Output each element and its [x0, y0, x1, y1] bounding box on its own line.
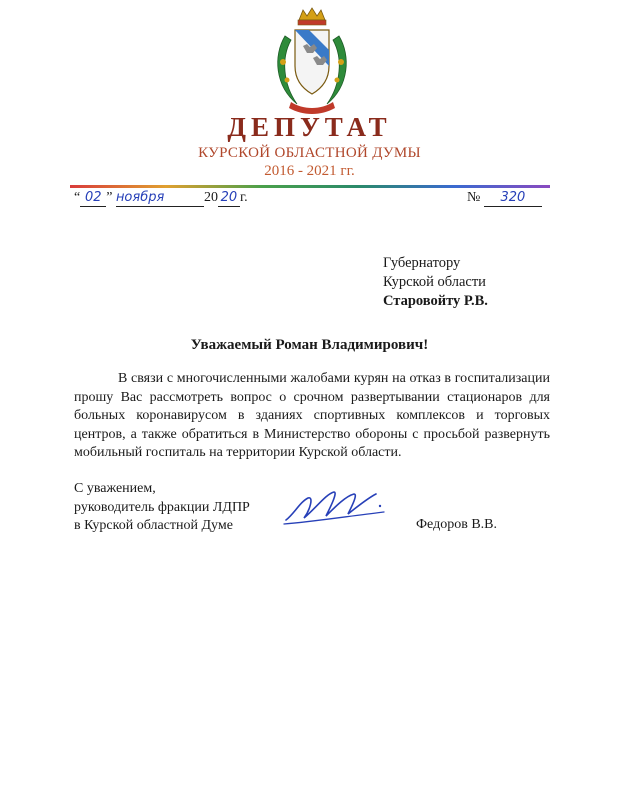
date-day: 02	[84, 190, 102, 205]
signoff-line-1: С уважением,	[74, 481, 156, 496]
document-number	[467, 190, 542, 207]
addressee-line-1: Губернатору	[383, 255, 461, 271]
date-year-label: г.	[239, 190, 248, 205]
handwritten-signature	[280, 484, 390, 530]
date-year-suffix: 20	[220, 190, 238, 205]
signoff-line-2: руководитель фракции ЛДПР	[74, 499, 250, 515]
number-value: 320	[500, 190, 526, 205]
header-subtitle: КУРСКОЙ ОБЛАСТНОЙ ДУМЫ	[198, 145, 421, 161]
letter-body: В связи с многочисленными жалобами курян на отказ в госпитализации прошу Вас рассмотреть вопрос о срочном развертывании стационаров для больных коронавирусом в зданиях спортивных комплексов и торговых центров, а также обратиться в Министерство обороны с просьбой развернуть мобильный госпиталь на территории Курской области.	[74, 371, 550, 460]
signoff-line-3: в Курской областной Думе	[74, 518, 233, 533]
addressee-name: Старовойту Р.В.	[383, 293, 488, 309]
document-date: “ 02 ” ноября 20 20 г.	[74, 190, 248, 205]
greeting: Уважаемый Роман Владимирович!	[190, 337, 429, 353]
header-years: 2016 - 2021 гг.	[264, 163, 355, 179]
coat-of-arms-emblem	[269, 6, 355, 118]
addressee-line-2: Курской области	[383, 274, 486, 290]
date-month: ноября	[115, 190, 165, 205]
addressee-block	[383, 254, 488, 311]
number-label: №	[467, 190, 481, 205]
header-title: ДЕПУТАТ	[227, 112, 392, 142]
header-divider	[70, 185, 550, 188]
signoff-block	[74, 480, 250, 536]
date-year-prefix: 20	[203, 190, 218, 205]
signatory-name: Федоров В.В.	[416, 517, 497, 532]
